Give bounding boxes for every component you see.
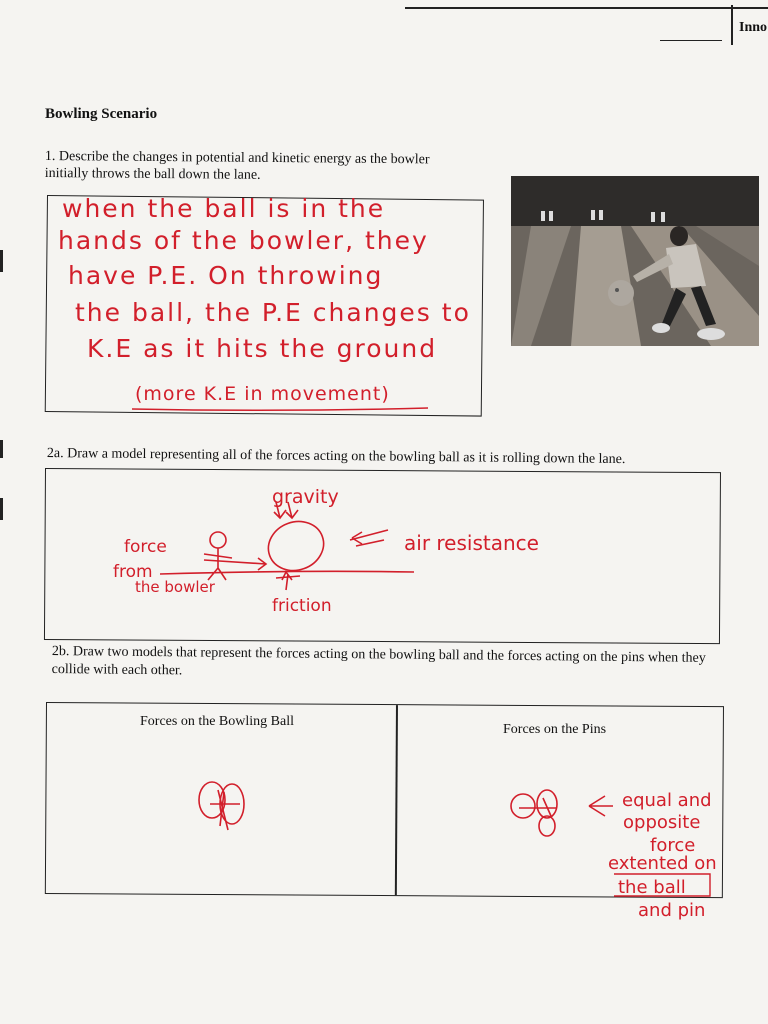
margin-mark bbox=[0, 440, 3, 458]
header-text: Inno bbox=[739, 20, 768, 35]
pins-note-line-1: equal and bbox=[622, 790, 712, 811]
pins-note-line-2: opposite bbox=[623, 812, 701, 833]
header-rule bbox=[405, 7, 768, 9]
q1-prompt: 1. Describe the changes in potential and kinetic energy as the bowler initially throws the ball down the lane. bbox=[44, 148, 430, 183]
name-blank-line bbox=[660, 40, 722, 41]
force-label-line-1: force bbox=[124, 537, 167, 557]
q1-underline-stroke bbox=[130, 406, 430, 412]
bowling-photo bbox=[511, 176, 759, 346]
margin-mark bbox=[0, 250, 3, 272]
note-bracket-stroke bbox=[610, 870, 730, 900]
friction-label: friction bbox=[272, 596, 332, 616]
q1-answer-line-3: have P.E. On throwing bbox=[68, 261, 384, 290]
q1-answer-line-4: the ball, the P.E changes to bbox=[75, 298, 471, 327]
q1-answer-line-1: when the ball is in the bbox=[62, 194, 386, 223]
header-divider bbox=[731, 5, 733, 45]
margin-mark bbox=[0, 498, 3, 520]
ball-force-sketch bbox=[190, 772, 260, 842]
pins-note-line-6: and pin bbox=[638, 900, 706, 921]
table-divider bbox=[395, 705, 398, 895]
q1-answer-line-6: (more K.E in movement) bbox=[135, 383, 390, 405]
pins-column-header: Forces on the Pins bbox=[503, 722, 607, 737]
ball-column-header: Forces on the Bowling Ball bbox=[140, 714, 294, 729]
gravity-label: gravity bbox=[272, 486, 339, 508]
force-label-line-3: the bowler bbox=[135, 578, 215, 596]
q1-answer-line-2: hands of the bowler, they bbox=[58, 226, 429, 255]
pins-force-sketch bbox=[505, 782, 615, 852]
q1-answer-line-5: K.E as it hits the ground bbox=[87, 334, 438, 363]
worksheet-title: Bowling Scenario bbox=[45, 106, 158, 122]
q2b-prompt: 2b. Draw two models that represent the forces acting on the bowling ball and the forces acting on the pins when they collide with each other. bbox=[51, 643, 706, 679]
pins-note-line-4: extented on bbox=[608, 853, 717, 874]
air-resistance-label: air resistance bbox=[404, 531, 539, 555]
q2a-prompt: 2a. Draw a model representing all of the forces acting on the bowling ball as it is rolling down the lane. bbox=[46, 446, 626, 468]
force-label-line-2: from bbox=[113, 562, 153, 582]
pins-note-line-3: force bbox=[650, 835, 696, 856]
pins-note-line-5: the ball bbox=[618, 877, 686, 898]
